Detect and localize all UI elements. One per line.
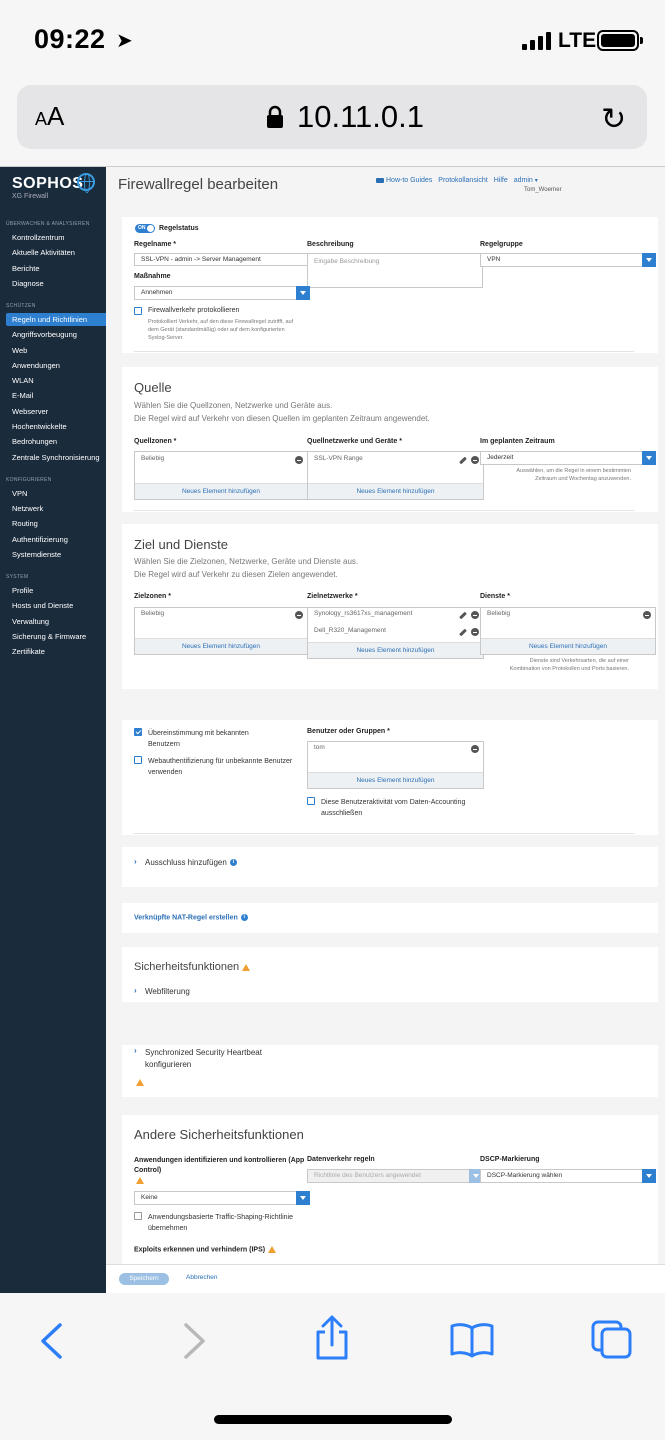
heartbeat-toggle[interactable]: Synchronized Security Heartbeat konfigurieren: [145, 1048, 262, 1069]
save-button[interactable]: Speichern: [119, 1273, 169, 1285]
edit-icon[interactable]: [459, 457, 467, 465]
schedule-select[interactable]: Jederzeit: [480, 451, 656, 465]
info-icon[interactable]: i: [241, 914, 248, 921]
add-source-network-button[interactable]: Neues Element hinzufügen: [308, 483, 483, 499]
sidebar-item-synchronisierung[interactable]: Zentrale Synchronisierung: [12, 453, 100, 462]
traffic-shaping-checkbox[interactable]: [134, 1212, 142, 1220]
destination-subtitle-1: Wählen Sie die Zielzonen, Netzwerke, Geräte und Dienste aus.: [134, 557, 359, 566]
globe-icon: [77, 173, 95, 191]
text-size-button[interactable]: AA: [35, 101, 65, 131]
exclusion-card: [122, 847, 658, 887]
users-card: [122, 720, 658, 835]
section-monitor: ÜBERWACHEN & ANALYSIEREN: [6, 221, 90, 227]
warning-icon: [136, 1177, 144, 1184]
sophos-logo: SOPHOS: [12, 175, 84, 192]
sidebar-item-diagnose[interactable]: Diagnose: [12, 279, 44, 288]
section-configure: KONFIGURIEREN: [6, 477, 52, 483]
add-source-zone-button[interactable]: Neues Element hinzufügen: [135, 483, 307, 499]
back-icon[interactable]: [38, 1323, 64, 1359]
webauth-label: Webauthentifizierung für unbekannte Benutzer verwenden: [148, 758, 293, 776]
exclude-accounting-label: Diese Benutzeraktivität vom Daten-Accounting ausschließen: [321, 799, 466, 817]
security-card: [122, 947, 658, 1002]
users-groups-label: Benutzer oder Gruppen *: [307, 728, 390, 735]
destination-subtitle-2: Die Regel wird auf Verkehr zu diesen Zielen angewendet.: [134, 570, 338, 579]
divider: [134, 510, 634, 511]
caret-down-icon: ▾: [534, 178, 538, 184]
source-networks-list: [307, 451, 484, 500]
schedule-label: Im geplanten Zeitraum: [480, 438, 555, 445]
list-item: Beliebig: [141, 610, 165, 617]
chevron-down-icon: [642, 253, 656, 267]
location-arrow-icon: ➤: [116, 30, 133, 52]
action-select[interactable]: Annehmen: [134, 286, 310, 300]
remove-icon[interactable]: [471, 456, 479, 464]
add-user-button[interactable]: Neues Element hinzufügen: [308, 772, 483, 788]
list-item: Synology_rs3617xs_management: [314, 610, 413, 617]
nat-card: [122, 903, 658, 933]
bookmarks-icon[interactable]: [449, 1322, 495, 1358]
dscp-select[interactable]: DSCP-Markierung wählen: [480, 1169, 656, 1183]
divider: [134, 351, 634, 352]
log-traffic-hint: Protokolliert Verkehr, auf den diese Firewallregel zutrifft, auf dem Gerät (standardmäßig) oder auf dem konfigurierten Syslog-Server.: [148, 319, 294, 341]
sidebar-item-routing[interactable]: Routing: [12, 519, 38, 528]
sidebar-item-authentifizierung[interactable]: Authentifizierung: [12, 535, 68, 544]
source-card: [122, 367, 658, 512]
sidebar-item-vpn[interactable]: VPN: [12, 489, 28, 498]
dest-networks-list: [307, 607, 484, 659]
traffic-shaping-label: Anwendungsbasierte Traffic-Shaping-Richtlinie übernehmen: [148, 1214, 294, 1232]
source-zones-list: [134, 451, 308, 500]
source-networks-label: Quellnetzwerke und Geräte *: [307, 438, 402, 445]
rule-group-select[interactable]: VPN: [480, 253, 656, 267]
sidebar-item-sicherung[interactable]: Sicherung & Firmware: [12, 632, 87, 641]
list-item: Dell_R320_Management: [314, 627, 386, 634]
rule-name-label: Regelname *: [134, 241, 177, 248]
log-traffic-label: Firewallverkehr protokollieren: [148, 307, 240, 314]
user-name: Tom_Woerner: [524, 187, 562, 193]
edit-icon[interactable]: [459, 629, 467, 637]
clock: 09:22: [34, 24, 106, 54]
destination-title: Ziel und Dienste: [134, 537, 228, 552]
create-nat-rule-link[interactable]: Verknüpfte NAT-Regel erstellen i: [134, 914, 248, 921]
rule-status-toggle[interactable]: ON: [135, 224, 155, 233]
ips-label: Exploits erkennen und verhindern (IPS): [134, 1246, 276, 1253]
url-text[interactable]: 10.11.0.1: [297, 99, 424, 134]
add-exclusion-link[interactable]: Ausschluss hinzufügen i: [145, 858, 237, 867]
info-icon[interactable]: i: [230, 859, 237, 866]
sidebar-item-anwendungen[interactable]: Anwendungen: [12, 361, 60, 370]
warning-icon: [268, 1246, 276, 1253]
sidebar-item-hochentwickelte[interactable]: Hochentwickelte: [12, 422, 67, 431]
cancel-button[interactable]: Abbrechen: [186, 1274, 218, 1281]
section-system: SYSTEM: [6, 574, 29, 580]
signal-icon: [522, 32, 551, 50]
remove-icon[interactable]: [295, 611, 303, 619]
match-known-users-checkbox[interactable]: [134, 728, 142, 736]
dscp-label: DSCP-Markierung: [480, 1156, 540, 1163]
sidebar-item-hosts[interactable]: Hosts und Dienste: [12, 601, 74, 610]
warning-icon: [136, 1079, 144, 1086]
heartbeat-card: [122, 1045, 658, 1097]
share-icon[interactable]: [312, 1315, 352, 1361]
add-dest-zone-button[interactable]: Neues Element hinzufügen: [135, 638, 307, 654]
webfilter-toggle[interactable]: Webfilterung: [145, 987, 190, 996]
section-protect: SCHÜTZEN: [6, 303, 36, 309]
source-subtitle-2: Die Regel wird auf Verkehr von diesen Quellen im geplanten Zeitraum angewendet.: [134, 414, 430, 423]
app-control-select[interactable]: Keine: [134, 1191, 310, 1205]
rule-status-label: Regelstatus: [159, 225, 199, 232]
main-content: [106, 167, 665, 1293]
warning-icon: [242, 964, 250, 971]
security-title: Sicherheitsfunktionen: [134, 961, 250, 973]
edit-icon[interactable]: [459, 612, 467, 620]
reload-icon[interactable]: ↻: [601, 103, 627, 136]
admin-menu[interactable]: admin ▾: [513, 177, 538, 184]
sidebar-item-netzwerk[interactable]: Netzwerk: [12, 504, 44, 513]
remove-icon[interactable]: [471, 745, 479, 753]
forward-icon[interactable]: [182, 1323, 208, 1359]
sidebar-item-zertifikate[interactable]: Zertifikate: [12, 647, 45, 656]
services-hint: Dienste sind Verkehrsarten, die auf einer Kombination von Protokollen und Ports basieren.: [509, 658, 629, 672]
address-bar[interactable]: [17, 85, 647, 149]
log-link[interactable]: Protokollansicht: [438, 177, 488, 184]
chevron-right-icon: ›: [134, 857, 137, 866]
dest-networks-label: Zielnetzwerke *: [307, 593, 358, 600]
action-label: Maßnahme: [134, 273, 171, 280]
sidebar-item-verwaltung[interactable]: Verwaltung: [12, 617, 50, 626]
app-control-warning: [134, 1177, 144, 1184]
sidebar-item-profile[interactable]: Profile: [12, 586, 34, 595]
page-title: Firewallregel bearbeiten: [118, 176, 279, 193]
help-link[interactable]: Hilfe: [493, 177, 508, 184]
remove-icon[interactable]: [295, 456, 303, 464]
battery-icon: [597, 30, 639, 51]
chevron-down-icon: [296, 286, 310, 300]
description-label: Beschreibung: [307, 241, 354, 248]
sidebar-item-aktivitaeten[interactable]: Aktuelle Aktivitäten: [12, 248, 75, 257]
sidebar-item-systemdienste[interactable]: Systemdienste: [12, 550, 62, 559]
traffic-label: Datenverkehr regeln: [307, 1156, 375, 1163]
description-input[interactable]: Eingabe Beschreibung: [307, 253, 483, 288]
source-subtitle-1: Wählen Sie die Quellzonen, Netzwerke und Geräte aus.: [134, 401, 333, 410]
howto-link[interactable]: How-to Guides: [376, 177, 432, 184]
chevron-down-icon: [296, 1191, 310, 1205]
services-label: Dienste *: [480, 593, 510, 600]
network-type: LTE: [558, 29, 597, 52]
remove-icon[interactable]: [471, 628, 479, 636]
app-control-label: Anwendungen identifizieren und kontrollieren (App Control): [134, 1157, 305, 1174]
match-known-users-label: Übereinstimmung mit bekannten Benutzern: [148, 730, 249, 748]
other-security-card: [122, 1115, 658, 1265]
heartbeat-warning: [134, 1079, 144, 1086]
video-camera-icon: [376, 178, 384, 183]
list-item: SSL-VPN Range: [314, 455, 363, 462]
log-traffic-checkbox[interactable]: [134, 307, 142, 315]
sidebar-item-webserver[interactable]: Webserver: [12, 407, 49, 416]
lock-icon: [266, 105, 284, 129]
sidebar-item-web[interactable]: Web: [12, 346, 28, 355]
product-name: XG Firewall: [12, 193, 49, 200]
sidebar-item-berichte[interactable]: Berichte: [12, 264, 40, 273]
ios-status-bar: [0, 0, 665, 80]
home-indicator: [214, 1415, 452, 1424]
list-item: tom: [314, 744, 325, 751]
webauth-checkbox[interactable]: [134, 756, 142, 764]
rule-name-input[interactable]: SSL-VPN - admin -> Server Management: [134, 253, 310, 266]
chevron-right-icon: ›: [134, 1046, 137, 1055]
exclude-accounting-checkbox[interactable]: [307, 797, 315, 805]
destination-card: [122, 524, 658, 689]
add-dest-network-button[interactable]: Neues Element hinzufügen: [308, 642, 483, 658]
form-footer: [106, 1264, 665, 1293]
chevron-right-icon: ›: [134, 986, 137, 995]
divider: [134, 833, 634, 834]
dest-zones-list: [134, 607, 308, 655]
sidebar-item-email[interactable]: E-Mail: [12, 391, 34, 400]
remove-icon[interactable]: [643, 611, 651, 619]
traffic-select[interactable]: Richtlinie des Benutzers angewendet: [307, 1169, 483, 1183]
web-content: [0, 166, 665, 1293]
sidebar-item-bedrohungen[interactable]: Bedrohungen: [12, 437, 58, 446]
sidebar-item-angriffsvorbeugung[interactable]: Angriffsvorbeugung: [12, 330, 77, 339]
sidebar-item-wlan[interactable]: WLAN: [12, 376, 34, 385]
sidebar: [0, 167, 106, 1293]
list-item: Beliebig: [487, 610, 511, 617]
schedule-hint: Auswählen, um die Regel in einem bestimmten Zeitraum und Wochentag anzuwenden.: [516, 468, 631, 482]
remove-icon[interactable]: [471, 611, 479, 619]
other-security-title: Andere Sicherheitsfunktionen: [134, 1127, 304, 1142]
top-nav: [376, 177, 538, 184]
dest-zones-label: Zielzonen *: [134, 593, 171, 600]
services-list: [480, 607, 656, 655]
rule-card: [122, 217, 658, 353]
users-groups-list: [307, 741, 484, 789]
source-title: Quelle: [134, 380, 172, 395]
chevron-down-icon: [642, 1169, 656, 1183]
tabs-icon[interactable]: [590, 1319, 634, 1359]
sidebar-item-regeln[interactable]: Regeln und Richtlinien: [6, 313, 106, 326]
add-service-button[interactable]: Neues Element hinzufügen: [481, 638, 655, 654]
source-zones-label: Quellzonen *: [134, 438, 177, 445]
chevron-down-icon: [642, 451, 656, 465]
sidebar-item-kontrollzentrum[interactable]: Kontrollzentrum: [12, 233, 65, 242]
rule-group-label: Regelgruppe: [480, 241, 523, 248]
list-item: Beliebig: [141, 455, 165, 462]
